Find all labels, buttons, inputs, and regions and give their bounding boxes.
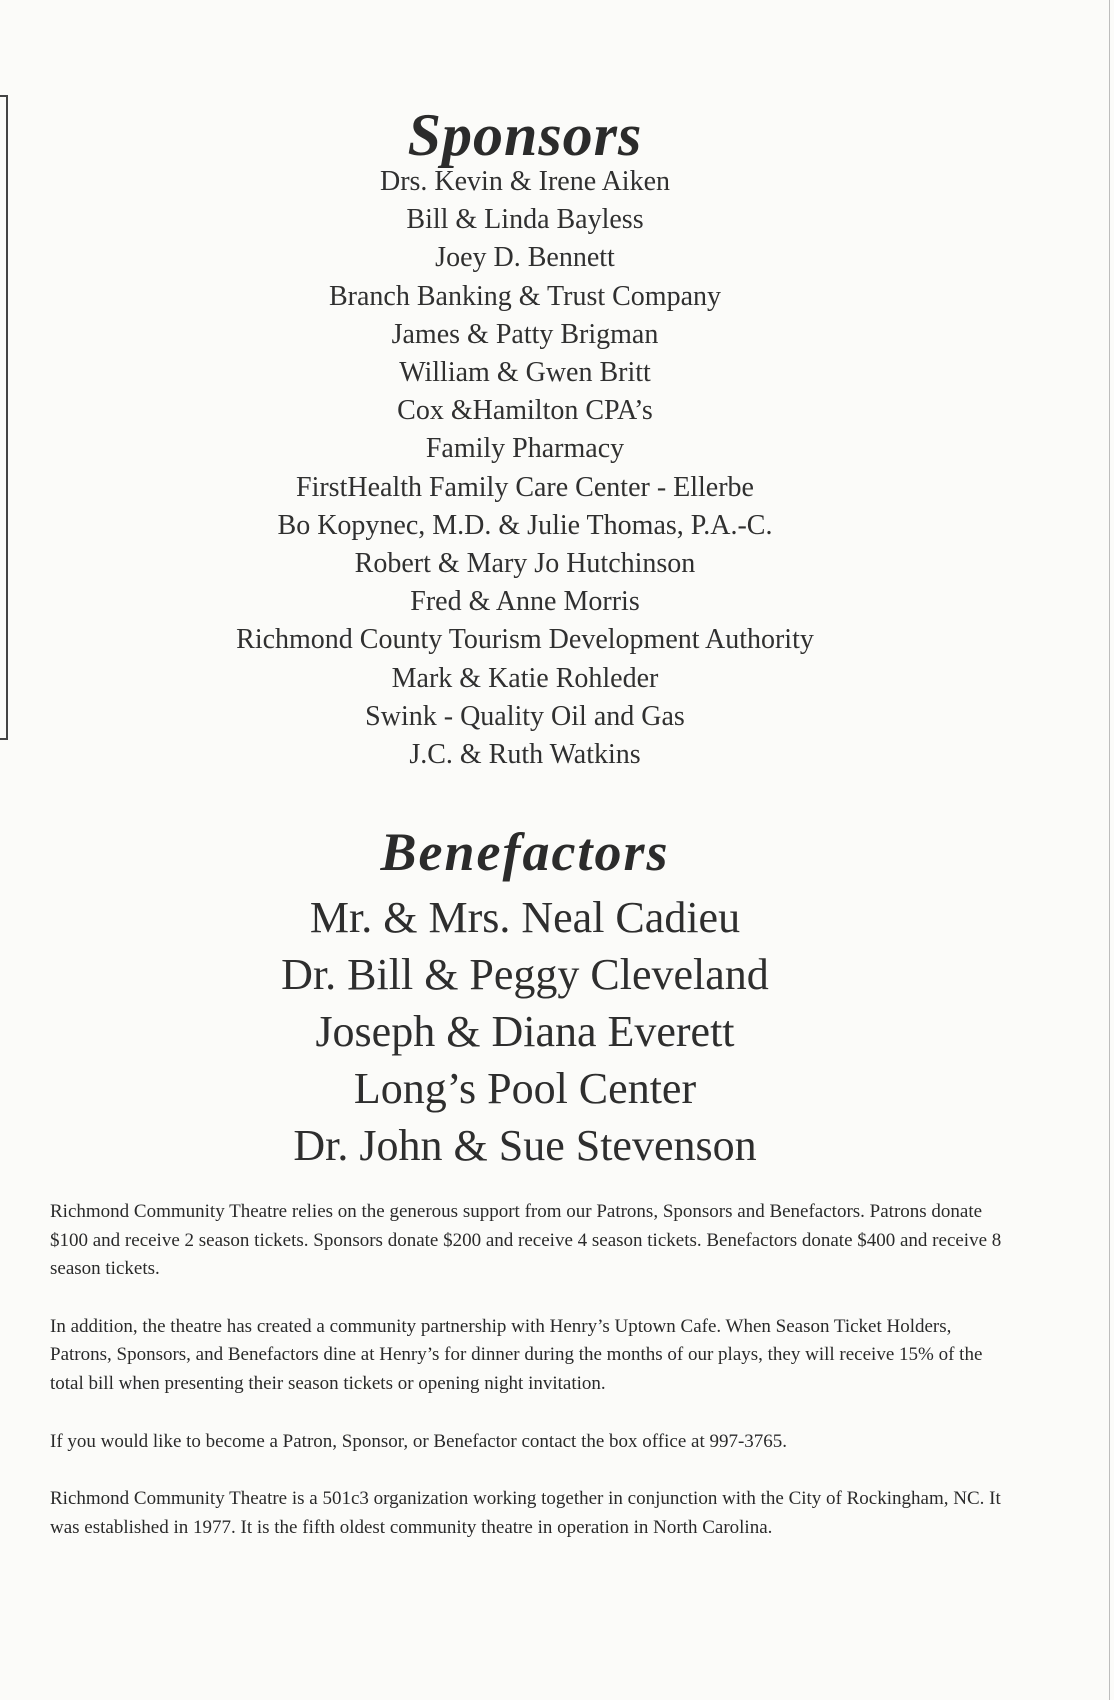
sponsor-name: James & Patty Brigman [391, 318, 659, 350]
info-text [50, 1198, 1005, 1571]
page-fold-line [1109, 0, 1110, 1700]
partnership-paragraph: In addition, the theatre has created a community partnership with Henry’s Uptown Cafe. When Season Ticket Holders, Patrons, Sponsors, and Benefactors dine at Henry’s for dinner during the months of our plays, they will receive 15% of the total bill when presenting their season tickets or opening night invitation. [50, 1315, 983, 1394]
sponsor-name: Fred & Anne Morris [410, 586, 640, 618]
sponsor-name: Family Pharmacy [425, 433, 625, 465]
contact-paragraph: If you would like to become a Patron, Sponsor, or Benefactor contact the box office at 997-3765. [50, 1430, 788, 1452]
benefactor-name: Joseph & Diana Everett [315, 1007, 735, 1056]
about-paragraph: Richmond Community Theatre is a 501c3 organization working together in conjunction with the City of Rockingham, NC. It was established in 1977. It is the fifth oldest community theatre in operation in North Carolina. [50, 1488, 1001, 1538]
sponsor-name: FirstHealth Family Care Center - Ellerbe [296, 471, 754, 503]
sponsor-name: Mark & Katie Rohleder [391, 662, 659, 694]
benefactor-name: Dr. Bill & Peggy Cleveland [281, 950, 769, 999]
sponsors-heading: Sponsors [407, 102, 643, 168]
sponsor-name: Bill & Linda Bayless [406, 204, 644, 236]
sponsor-name: Drs. Kevin & Irene Aiken [379, 166, 671, 197]
sponsor-name: Branch Banking & Trust Company [328, 280, 721, 312]
benefactor-name: Mr. & Mrs. Neal Cadieu [309, 893, 741, 942]
sponsor-name: Bo Kopynec, M.D. & Julie Thomas, P.A.-C. [277, 509, 773, 541]
sponsor-name: Richmond County Tourism Development Authority [236, 624, 814, 656]
benefactor-name: Long’s Pool Center [353, 1064, 697, 1113]
sponsor-name: J.C. & Ruth Watkins [409, 739, 641, 771]
benefactor-name: Dr. John & Sue Stevenson [293, 1121, 757, 1170]
sponsor-name: William & Gwen Britt [399, 357, 651, 389]
benefactors-heading: Benefactors [380, 822, 670, 882]
support-paragraph: Richmond Community Theatre relies on the generous support from our Patrons, Sponsors and Benefactors. Patrons donate $100 and receive 2 season tickets. Sponsors donate $200 and receive 4 season tickets. Benefactors donate $400 and receive 8 season tickets. [50, 1201, 1002, 1280]
benefactor-list [0, 889, 1050, 1174]
sponsor-list [0, 163, 1050, 774]
sponsor-name: Robert & Mary Jo Hutchinson [354, 548, 696, 580]
sponsor-name: Cox &Hamilton CPA’s [397, 395, 653, 427]
sponsor-name: Swink - Quality Oil and Gas [365, 700, 685, 732]
sponsor-name: Joey D. Bennett [435, 242, 615, 274]
